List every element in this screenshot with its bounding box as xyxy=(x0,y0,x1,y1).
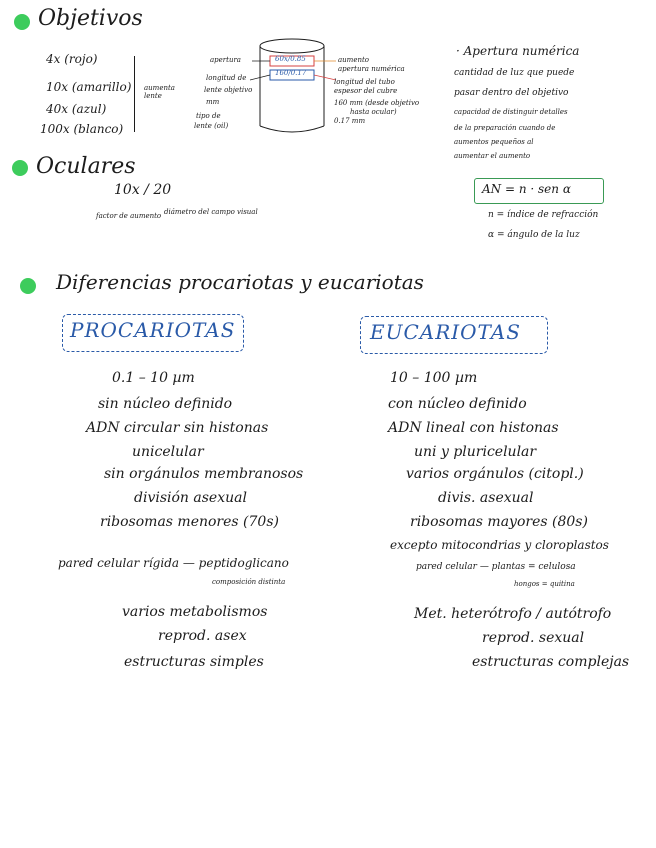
euc-item-7: ribosomas mayores (80s) xyxy=(410,514,588,530)
magnification-3: 40x (azul) xyxy=(46,102,107,116)
magnification-1: 4x (rojo) xyxy=(46,52,98,66)
apertura-line-4: capacidad de distinguir detalles xyxy=(454,108,568,116)
magnification-brace xyxy=(134,56,135,132)
apertura-line-3: pasar dentro del objetivo xyxy=(454,88,569,98)
pro-item-11: reprod. asex xyxy=(158,628,247,644)
pro-item-7: ribosomas menores (70s) xyxy=(100,514,279,530)
diagram-left-label-5: tipo de xyxy=(196,112,221,120)
diagram-left-label-2: longitud de xyxy=(206,74,247,82)
diagram-right-label-7: 0.17 mm xyxy=(334,117,366,125)
pro-item-2: sin núcleo definido xyxy=(98,396,233,412)
euc-item-11: Met. heterótrofo / autótrofo xyxy=(414,606,612,622)
apertura-line-7: aumentar el aumento xyxy=(454,152,531,160)
heading-oculares: Oculares xyxy=(36,154,136,179)
magnification-note: aumenta lente xyxy=(144,84,175,100)
euc-item-12: reprod. sexual xyxy=(482,630,585,646)
pro-item-9: composición distinta xyxy=(212,578,286,586)
pro-item-10: varios metabolismos xyxy=(122,604,268,620)
apertura-line-5: de la preparación cuando de xyxy=(454,124,556,132)
formula-legend-n: n = índice de refracción xyxy=(488,210,599,220)
apertura-line-1: · Apertura numérica xyxy=(456,44,580,58)
formula-legend-alpha: α = ángulo de la luz xyxy=(488,230,580,240)
euc-item-6: divis. asexual xyxy=(438,490,534,506)
euc-item-5: varios orgánulos (citopl.) xyxy=(406,466,584,482)
pro-item-3: ADN circular sin histonas xyxy=(86,420,269,436)
diagram-right-label-6: hasta ocular) xyxy=(350,108,397,116)
magnification-2: 10x (amarillo) xyxy=(46,80,132,94)
diagram-center-label-1: 60x/0.85 xyxy=(275,55,306,63)
euc-item-9: pared celular — plantas = celulosa xyxy=(416,562,576,572)
ocular-value: 10x / 20 xyxy=(114,182,172,198)
heading-diferencias: Diferencias procariotas y eucariotas xyxy=(56,270,424,294)
diagram-right-label-1: aumento xyxy=(338,56,369,64)
bullet-diferencias xyxy=(20,278,36,294)
diagram-left-label-3: lente objetivo xyxy=(204,86,253,94)
ocular-label-diametro: diámetro del campo visual xyxy=(164,208,258,216)
diagram-center-label-2: 160/0.17 xyxy=(275,69,307,77)
objective-lens-diagram xyxy=(190,30,450,140)
euc-item-3: ADN lineal con histonas xyxy=(388,420,559,436)
ocular-label-factor: factor de aumento xyxy=(96,212,162,220)
diagram-right-label-2: apertura numérica xyxy=(338,65,405,73)
apertura-line-6: aumentos pequeños al xyxy=(454,138,534,146)
euc-item-4: uni y pluricelular xyxy=(414,444,537,460)
procariotas-header: PROCARIOTAS xyxy=(70,318,236,342)
euc-item-10: hongos = quitina xyxy=(514,580,575,588)
diagram-left-label-4: mm xyxy=(206,98,220,106)
diagram-right-label-3: longitud del tubo xyxy=(334,78,395,86)
euc-item-1: 10 – 100 µm xyxy=(390,370,478,386)
formula-text: AN = n · sen α xyxy=(482,182,571,196)
diagram-left-label-6: lente (oil) xyxy=(194,122,229,130)
diagram-right-label-5: 160 mm (desde objetivo xyxy=(334,99,420,107)
pro-item-5: sin orgánulos membranosos xyxy=(104,466,304,482)
heading-objetivos: Objetivos xyxy=(38,6,143,31)
pro-item-1: 0.1 – 10 µm xyxy=(112,370,195,386)
bullet-oculares xyxy=(12,160,28,176)
magnification-4: 100x (blanco) xyxy=(40,122,124,136)
pro-item-4: unicelular xyxy=(132,444,204,460)
euc-item-2: con núcleo definido xyxy=(388,396,527,412)
pro-item-8: pared celular rígida — peptidoglicano xyxy=(58,556,289,570)
pro-item-6: división asexual xyxy=(134,490,247,506)
diagram-right-label-4: espesor del cubre xyxy=(334,87,398,95)
eucariotas-header: EUCARIOTAS xyxy=(370,320,521,344)
pro-item-12: estructuras simples xyxy=(124,654,264,670)
apertura-line-2: cantidad de luz que puede xyxy=(454,68,575,78)
euc-item-13: estructuras complejas xyxy=(472,654,630,670)
bullet-objetivos xyxy=(14,14,30,30)
diagram-left-label-1: apertura xyxy=(210,56,241,64)
euc-item-8: excepto mitocondrias y cloroplastos xyxy=(390,538,609,552)
